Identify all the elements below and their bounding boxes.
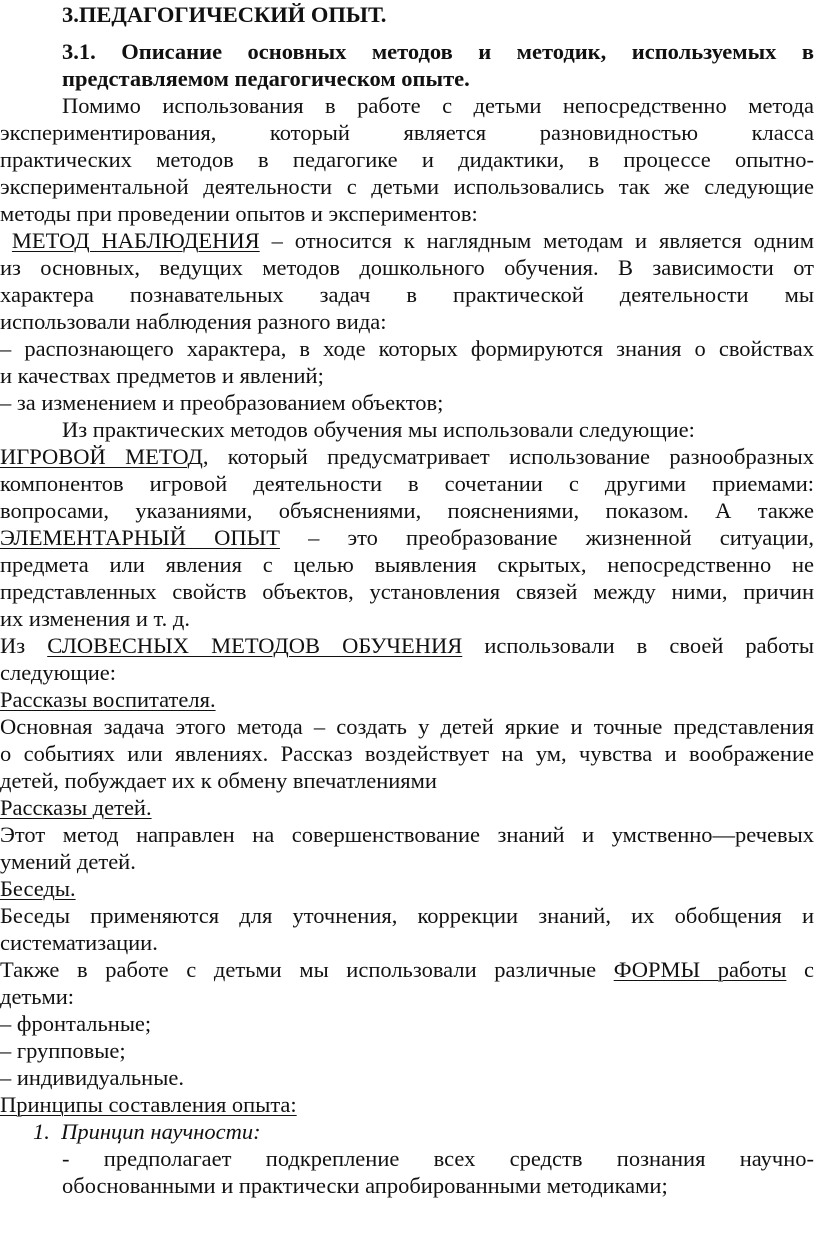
paragraph-1-line-2: экспериментирования, который является разновидностью класса xyxy=(0,120,814,145)
game-method-definition: , который предусматривает использование разнообразных xyxy=(202,444,814,469)
verbal-methods-rest: использовали в своей работы xyxy=(484,633,815,658)
game-method-line-2: компонентов игровой деятельности в сочетании с другими приемами: xyxy=(0,471,814,496)
observation-method-line-3: характера познавательных задач в практической деятельности мы xyxy=(0,282,814,307)
practical-methods-intro: Из практических методов обучения мы использовали следующие: xyxy=(62,417,695,442)
elementary-experience-line-2: предмета или явления с целью выявления скрытых, непосредственно не xyxy=(0,552,814,577)
principles-title-line xyxy=(0,1091,814,1118)
observation-method-line-7: – за изменением и преобразованием объектов; xyxy=(0,390,444,415)
observation-method-definition: – относится к наглядным методам и является одним xyxy=(271,228,814,253)
subsection-number: 3.1. xyxy=(62,39,96,64)
verbal-methods-prefix: Из xyxy=(0,633,26,658)
observation-method-line-1 xyxy=(0,227,814,254)
verbal-methods-line-1 xyxy=(0,632,814,659)
principle-1-title: Принцип научности: xyxy=(61,1119,261,1144)
section-heading: 3.ПЕДАГОГИЧЕСКИЙ ОПЫТ. xyxy=(62,2,387,27)
principle-1-number: 1. xyxy=(33,1119,50,1144)
elementary-experience-line-1 xyxy=(0,524,814,551)
children-stories-title: Рассказы детей. xyxy=(0,795,152,820)
forms-line-2: детьми: xyxy=(0,984,75,1009)
verbal-methods-term: СЛОВЕСНЫХ МЕТОДОВ ОБУЧЕНИЯ xyxy=(47,633,463,658)
principle-1-heading xyxy=(33,1118,814,1145)
forms-item-group: – групповые; xyxy=(0,1038,126,1063)
paragraph-1-line-3: практических методов в педагогике и дидактики, в процессе опытно- xyxy=(0,147,814,172)
teacher-stories-title: Рассказы воспитателя. xyxy=(0,687,216,712)
observation-method-term: МЕТОД НАБЛЮДЕНИЯ xyxy=(11,228,260,253)
teacher-stories-line-2: о событиях или явлениях. Рассказ воздействует на ум, чувства и воображение xyxy=(0,741,814,766)
forms-term: ФОРМЫ работы xyxy=(613,957,787,982)
teacher-stories-line-3: детей, побуждает их к обмену впечатлениями xyxy=(0,768,437,793)
forms-item-frontal: – фронтальные; xyxy=(0,1011,152,1036)
observation-method-line-4: использовали наблюдения разного вида: xyxy=(0,309,387,334)
verbal-methods-line-2: следующие: xyxy=(0,660,117,685)
conversations-title-line xyxy=(0,875,814,902)
elementary-experience-line-3: представленных свойств объектов, установления связей между ними, причин xyxy=(0,579,814,604)
conversations-title: Беседы. xyxy=(0,876,76,901)
children-stories-line-2: умений детей. xyxy=(0,849,136,874)
observation-method-line-2: из основных, ведущих методов дошкольного обучения. В зависимости от xyxy=(0,255,814,280)
game-method-line-3: вопросами, указаниями, объяснениями, пояснениями, показом. А также xyxy=(0,498,814,523)
principle-1-line-2: обоснованными и практически апробированными методиками; xyxy=(62,1173,668,1198)
forms-intro-end: с xyxy=(804,957,814,982)
elementary-experience-term: ЭЛЕМЕНТАРНЫЙ ОПЫТ xyxy=(0,525,280,550)
teacher-stories-title-line xyxy=(0,686,814,713)
paragraph-1-line-4: экспериментальной деятельности с детьми использовались так же следующие xyxy=(0,174,814,199)
game-method-term: ИГРОВОЙ МЕТОД xyxy=(0,444,203,469)
observation-method-line-6: и качествах предметов и явлений; xyxy=(0,363,324,388)
paragraph-1-line-5: методы при проведении опытов и экспериментов: xyxy=(0,201,478,226)
subsection-heading-line-1 xyxy=(62,38,814,65)
forms-item-individual: – индивидуальные. xyxy=(0,1065,184,1090)
paragraph-1-line-1: Помимо использования в работе с детьми непосредственно метода xyxy=(62,93,814,118)
children-stories-line-1: Этот метод направлен на совершенствование знаний и умственно—речевых xyxy=(0,822,814,847)
principle-1-line-1: - предполагает подкрепление всех средств познания научно- xyxy=(62,1146,814,1171)
game-method-line-1 xyxy=(0,443,814,470)
elementary-experience-line-4: их изменения и т. д. xyxy=(0,606,190,631)
forms-intro: Также в работе с детьми мы использовали различные xyxy=(0,957,597,982)
subsection-heading-line-2: представляемом педагогическом опыте. xyxy=(62,66,470,91)
conversations-line-2: систематизации. xyxy=(0,930,158,955)
subsection-title: Описание основных методов и методик, используемых в xyxy=(121,39,815,64)
observation-method-line-5: – распознающего характера, в ходе которых формируются знания о свойствах xyxy=(0,336,814,361)
principles-title: Принципы составления опыта: xyxy=(0,1092,297,1117)
conversations-line-1: Беседы применяются для уточнения, коррекции знаний, их обобщения и xyxy=(0,903,814,928)
forms-line-1 xyxy=(0,956,814,983)
elementary-experience-definition: – это преобразование жизненной ситуации, xyxy=(308,525,815,550)
children-stories-title-line xyxy=(0,794,814,821)
teacher-stories-line-1: Основная задача этого метода – создать у детей яркие и точные представления xyxy=(0,714,814,739)
